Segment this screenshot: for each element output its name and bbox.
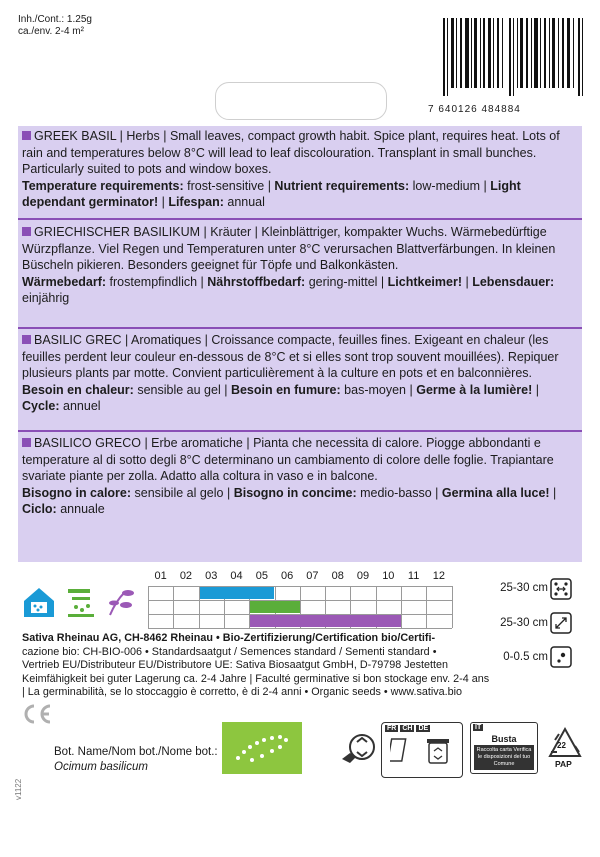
botanical-name xyxy=(54,745,218,775)
lifespan-value: annual xyxy=(227,195,265,210)
nutrient-value: bas-moyen | xyxy=(344,382,413,397)
contents-weight: Inh./Cont.: 1.25g xyxy=(18,14,92,25)
company-line-4: Keimfähigkeit bei guter Lagerung ca. 2-4 Jahre | Faculté germinative si bon stockage env. 2-4 ans xyxy=(22,672,490,685)
botanical-label: Bot. Name/Nom bot./Nome bot.: xyxy=(54,746,218,758)
contents-info xyxy=(18,14,92,38)
pap-label: PAP xyxy=(555,759,572,769)
bullet-square-icon xyxy=(22,131,31,140)
eu-organic-logo-icon xyxy=(222,722,302,774)
company-line-2: cazione bio: CH-BIO-006 • Standardsaatgut / Semences standard / Sementi standard • xyxy=(22,645,437,658)
month-label: 12 xyxy=(432,570,446,582)
cycle-label: Cycle: xyxy=(22,399,60,414)
it-recycling-box xyxy=(470,722,538,774)
divider xyxy=(18,430,582,432)
calendar-bar xyxy=(250,601,300,613)
intro-text: GRIECHISCHER BASILIKUM | Kräuter | Kleinblättriger, kompakter Wuchs. Wärmebedürftige Würzpflanze. Viel Regen und Temperaturen unter 8°C verursachen Blattverfärbungen. In kleinen Büscheln pikieren. Besonders geeignet für Töpfe und Balkonkästen. xyxy=(22,225,556,273)
contents-area: ca./env. 2-4 m² xyxy=(18,26,84,37)
nutrient-label: Besoin en fumure: xyxy=(230,382,341,397)
month-label: 01 xyxy=(154,570,167,582)
month-label: 03 xyxy=(205,570,218,582)
cycle-label: Ciclo: xyxy=(22,502,57,517)
company-line-1: Sativa Rheinau AG, CH-8462 Rheinau • Bio-Zertifizierung/Certification bio/Certifi- xyxy=(22,632,436,644)
calendar-column-line xyxy=(452,586,453,628)
nutrient-value: medio-basso | xyxy=(360,485,439,500)
block-french: BASILIC GREC | Aromatiques | Croissance compacte, feuilles fines. Exigeant en chaleur (les feuilles perdent leur couleur en-dessous de 8°C et si elles sont trop souvent mouillées). Repiquer plusieurs plants par motte. Convient particulièrement à la culture en pots et en balconnières. Besoin en chaleur: sensible au gel | Besoin en fumure: bas-moyen | Germe à la lumière! | Cycle: annuel xyxy=(22,333,559,414)
calendar-column-line xyxy=(173,586,174,628)
bullet-square-icon xyxy=(22,227,31,236)
pap-number: 22 xyxy=(557,741,566,750)
country-tag-de: DE xyxy=(418,725,429,732)
version-code: v1122 xyxy=(14,778,23,800)
recycle-hands-icon xyxy=(340,729,378,767)
month-label: 06 xyxy=(281,570,294,582)
description-panel xyxy=(18,126,582,562)
company-info xyxy=(22,632,582,700)
botanical-species: Ocimum basilicum xyxy=(54,761,148,773)
month-label: 10 xyxy=(382,570,395,582)
calendar-bar xyxy=(200,587,275,599)
barcode-number: 7 640126 484884 xyxy=(428,104,521,115)
block-italian: BASILICO GRECO | Erbe aromatiche | Pianta che necessita di calore. Piogge abbondanti e temperature al di sotto degli 8°C determinano un cambiamento di colore delle foglie. Trapiantare svariate piante per zolla. Adatto alla coltura in vaso e in balcone. Bisogno in calore: sensibile al gelo | Bisogno in concime: medio-basso | Germina alla luce! | Ciclo: annuale xyxy=(22,436,557,517)
calendar-column-line xyxy=(401,586,402,628)
barcode-icon xyxy=(443,18,585,96)
divider xyxy=(18,327,582,329)
nutrient-value: low-medium | xyxy=(412,178,487,193)
block-english: GREEK BASIL | Herbs | Small leaves, compact growth habit. Spice plant, requires heat. Lots of rain and temperatures below 8°C will lead to leaf discolouration. Transplant in small bunches. Particularly suited to pots and window boxes. Temperature requirements: frost-sensitive | Nutrient requirements: low-medium | Light dependant germinator! | Lifespan: annual xyxy=(22,129,560,210)
divider xyxy=(18,218,582,220)
temp-value: frostempfindlich | xyxy=(109,274,204,289)
month-label: 04 xyxy=(230,570,243,582)
sowing-calendar xyxy=(148,570,452,626)
calendar-bar xyxy=(250,615,401,627)
paper-bag-icon xyxy=(390,737,408,763)
intro-text: GREEK BASIL | Herbs | Small leaves, compact growth habit. Spice plant, requires heat. Lots of rain and temperatures below 8°C will lead to leaf discolouration. Transplant in small bunches. Particularly suited to pots and window boxes. xyxy=(22,129,560,177)
temp-value: frost-sensitive | xyxy=(187,178,271,193)
temp-value: sensibile al gelo | xyxy=(134,485,231,500)
lifespan-label: Lifespan: xyxy=(168,195,224,210)
plant-spacing-label: 25-30 cm xyxy=(500,617,548,629)
busta-instructions: Raccolta carta Verifica le disposizioni del tuo Comune xyxy=(474,745,534,770)
germination-label: Germe à la lumière! xyxy=(416,382,533,397)
country-tag-ch: CH xyxy=(402,725,413,732)
month-label: 09 xyxy=(356,570,370,582)
lifespan-value: einjährig xyxy=(22,291,70,306)
month-header xyxy=(148,570,452,582)
calendar-column-line xyxy=(148,586,149,628)
ce-mark-icon xyxy=(20,702,54,726)
nutrient-label: Nährstoffbedarf: xyxy=(207,274,306,289)
month-label: 08 xyxy=(331,570,344,582)
temp-label: Wärmebedarf: xyxy=(22,274,107,289)
lifespan-label: Lebensdauer: xyxy=(472,274,555,289)
temp-label: Temperature requirements: xyxy=(22,178,184,193)
nutrient-label: Bisogno in concime: xyxy=(233,485,357,500)
plant-spacing-icon xyxy=(550,612,572,634)
hang-hole xyxy=(215,82,387,120)
cycle-value: annuale xyxy=(60,502,105,517)
intro-text: BASILIC GREC | Aromatiques | Croissance compacte, feuilles fines. Exigeant en chaleur (les feuilles perdent leur couleur en-dessous de 8°C et si elles sont trop souvent mouillées). Repiquer plusieurs plants par motte. Convient particulièrement à la culture en pots et en balconnières. xyxy=(22,333,559,381)
month-label: 07 xyxy=(306,570,319,582)
row-spacing-label: 25-30 cm xyxy=(500,582,548,594)
month-label: 02 xyxy=(179,570,193,582)
company-line-5: | La germinabilità, se lo stoccaggio è corretto, è di 2-4 anni • Organic seeds • www.sativa.bio xyxy=(22,686,463,698)
temp-value: sensible au gel | xyxy=(137,382,228,397)
calendar-column-line xyxy=(426,586,427,628)
company-line-3: Vertrieb EU/Distributeur EU/Distributore UE: Sativa Biosaatgut GmbH, D-79798 Jestetten xyxy=(22,659,449,671)
calendar-row-line xyxy=(148,628,452,629)
intro-text: BASILICO GRECO | Erbe aromatiche | Pianta che necessita di calore. Piogge abbondanti e temperature al di sotto degli 8°C determinano un cambiamento di colore delle foglie. Trapiantare svariate piante per zolla. Adatto alla coltura in vaso e in balcone. xyxy=(22,436,554,484)
recycling-bin-icon xyxy=(426,737,450,765)
sow-outdoors-icon xyxy=(64,585,98,619)
month-label: 11 xyxy=(407,570,420,582)
temp-label: Besoin en chaleur: xyxy=(22,382,134,397)
recycling-label-box xyxy=(381,722,463,778)
temp-label: Bisogno in calore: xyxy=(22,485,132,500)
bullet-square-icon xyxy=(22,438,31,447)
cycle-value: annuel xyxy=(63,399,101,414)
germination-label: Light dependant germinator! xyxy=(22,178,521,210)
row-spacing-icon xyxy=(550,578,572,600)
nutrient-label: Nutrient requirements: xyxy=(274,178,410,193)
it-tag: IT xyxy=(475,724,482,731)
block-german: GRIECHISCHER BASILIKUM | Kräuter | Kleinblättriger, kompakter Wuchs. Wärmebedürftige Würzpflanze. Viel Regen und Temperaturen unter 8°C verursachen Blattverfärbungen. In kleinen Büscheln pikieren. Besonders geeignet für Töpfe und Balkonkästen. Wärmebedarf: frostempfindlich | Nährstoffbedarf: gering-mittel | Lichtkeimer! | Lebensdauer: einjährig xyxy=(22,225,556,306)
country-tags xyxy=(382,723,462,734)
harvest-icon xyxy=(104,585,138,619)
sow-indoors-icon xyxy=(22,585,56,619)
sowing-depth-label: 0-0.5 cm xyxy=(503,651,548,663)
germination-label: Germina alla luce! xyxy=(441,485,550,500)
germination-label: Lichtkeimer! xyxy=(387,274,463,289)
country-tag-fr: FR xyxy=(387,725,397,732)
nutrient-value: gering-mittel | xyxy=(308,274,385,289)
month-label: 05 xyxy=(255,570,268,582)
bullet-square-icon xyxy=(22,335,31,344)
busta-label: Busta xyxy=(491,734,517,744)
